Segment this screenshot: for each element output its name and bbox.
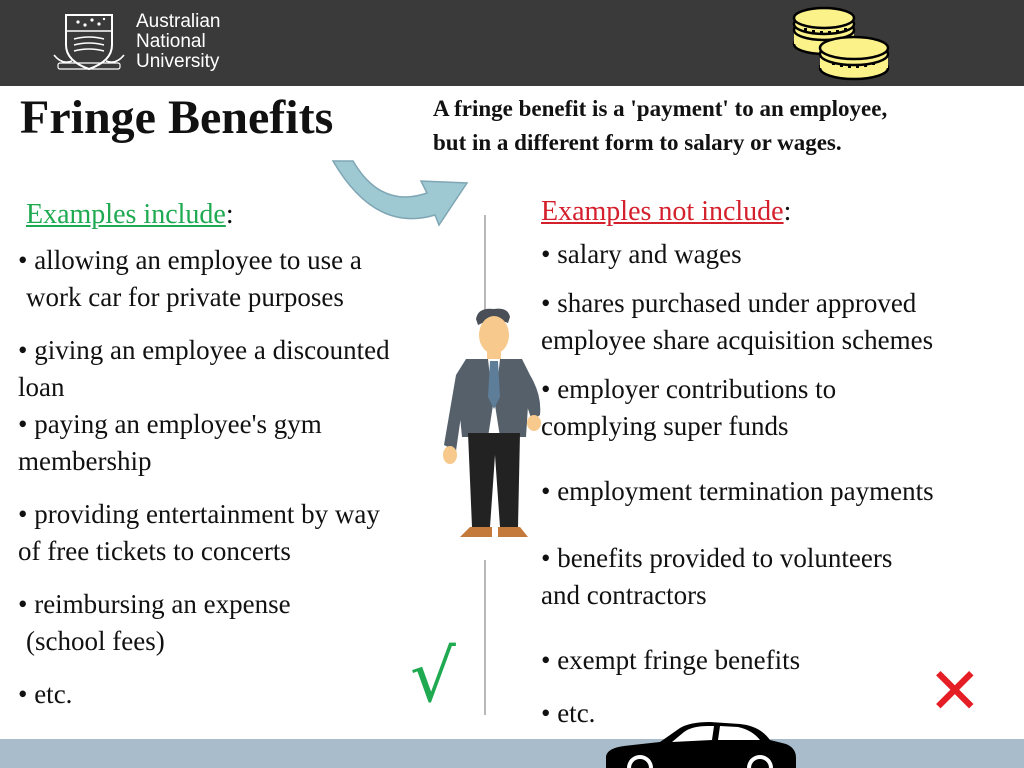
item-line: • salary and wages [541, 239, 742, 269]
footer-bar [0, 739, 1024, 768]
item-line: and contractors [541, 580, 707, 610]
item-line: • allowing an employee to use a [18, 245, 362, 275]
excluded-heading [541, 196, 791, 228]
item-line: (school fees) [26, 626, 165, 656]
excluded-item [541, 371, 836, 445]
item-line: • exempt fringe benefits [541, 645, 801, 675]
excluded-item [541, 642, 800, 679]
divider-line [484, 560, 486, 715]
item-line: • shares purchased under approved [541, 288, 917, 318]
included-heading [26, 199, 234, 231]
excluded-item [541, 695, 595, 732]
item-line: • reimbursing an expense [18, 589, 291, 619]
item-line: • benefits provided to volunteers [541, 543, 893, 573]
check-mark-icon: √ [410, 634, 456, 718]
item-line: • providing entertainment by way [18, 499, 380, 529]
car-icon [600, 722, 800, 768]
included-item [18, 586, 291, 660]
logo-line: University [136, 51, 220, 72]
logo-line: Australian [136, 11, 221, 32]
definition-line: but in a different form to salary or wages. [433, 130, 842, 155]
item-line: • employer contributions to [541, 374, 837, 404]
definition-text [433, 92, 1013, 160]
item-line: • etc. [18, 679, 73, 709]
businessman-figure [438, 305, 548, 545]
slide-title: Fringe Benefits [20, 91, 334, 144]
heading-colon: : [783, 196, 792, 227]
heading-colon: : [225, 199, 234, 230]
definition-line: A fringe benefit is a 'payment' to an employee, [433, 96, 888, 121]
included-item [18, 496, 380, 570]
item-line: employee share acquisition schemes [541, 325, 934, 355]
item-line: of free tickets to concerts [18, 536, 291, 566]
included-item [18, 332, 390, 406]
curved-arrow-icon [325, 155, 490, 230]
university-name [136, 12, 221, 72]
item-line: membership [18, 446, 152, 476]
included-heading-text: Examples include [26, 199, 226, 230]
item-line: • etc. [541, 698, 596, 728]
anu-crest-icon [52, 11, 126, 73]
cross-mark-icon: ✕ [928, 655, 982, 729]
included-item [18, 676, 72, 713]
excluded-item [541, 285, 933, 359]
item-line: loan [18, 372, 65, 402]
excluded-item [541, 473, 934, 510]
included-item [18, 406, 322, 480]
excluded-item [541, 236, 742, 273]
item-line: complying super funds [541, 411, 789, 441]
divider-line [484, 215, 486, 310]
item-line: • giving an employee a discounted [18, 335, 390, 365]
item-line: • employment termination payments [541, 476, 934, 506]
logo-line: National [136, 31, 206, 52]
header-bar [0, 0, 1024, 86]
coin-stack-icon [790, 4, 894, 82]
excluded-item [541, 540, 892, 614]
item-line: work car for private purposes [26, 282, 344, 312]
included-item [18, 242, 362, 316]
excluded-heading-text: Examples not include [541, 196, 784, 227]
item-line: • paying an employee's gym [18, 409, 322, 439]
